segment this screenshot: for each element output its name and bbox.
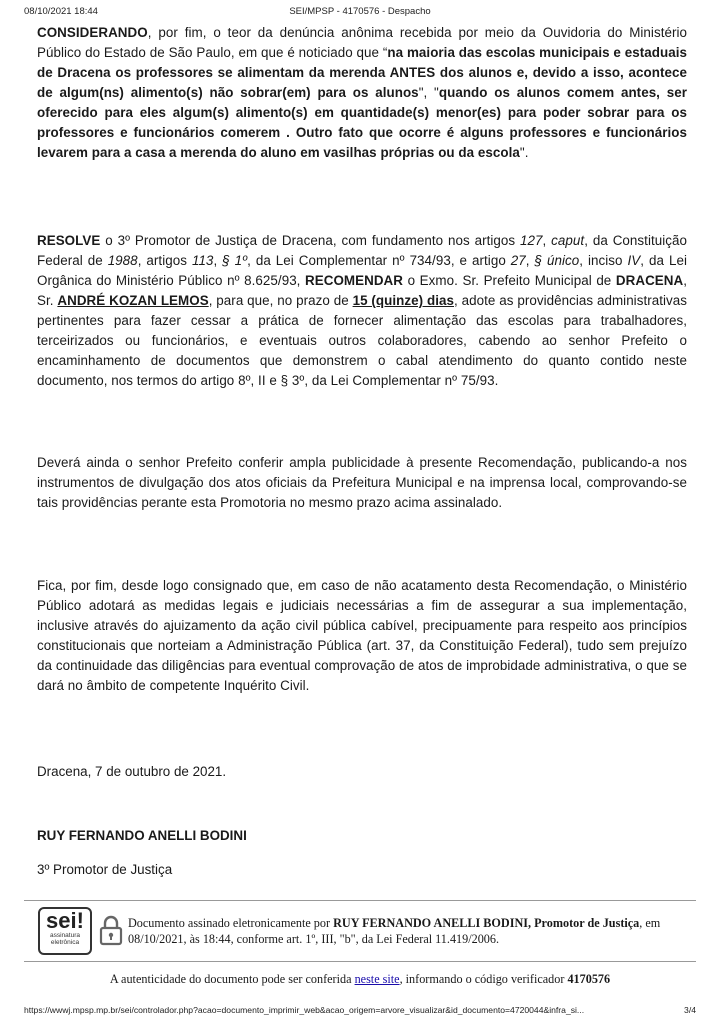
sei-logo-text: sei!: [46, 908, 84, 933]
p2-text: o 3º Promotor de Justiça de Dracena, com fundamento nos artigos: [100, 233, 521, 248]
p2-text: , Sr.: [37, 273, 687, 308]
p2-text: , adote as providências administrativas pertinentes para fazer cessar a prática de fornecer alimentação das escolas para trabalhadores, terceirizados ou funcionários, e eventuais outros colaboradores, cabendo ao senhor Prefeito o encaminhamento de documentos que demonstrem o cabal atendimento do quanto contido neste documento, nos termos do artigo 8º, II e § 3º, da Lei Complementar nº 75/93.: [37, 293, 688, 388]
p2-italic: 127: [520, 233, 543, 248]
paragraph-resolve: [37, 231, 687, 391]
print-header: [24, 6, 696, 20]
mayor-name: ANDRÉ KOZAN LEMOS: [57, 293, 209, 308]
page-number: 3/4: [684, 1005, 696, 1015]
p2-text: , artigos: [137, 253, 192, 268]
p2-italic: 113: [191, 253, 214, 268]
paragraph-consignado: Fica, por fim, desde logo consignado que, em caso de não acatamento desta Recomendação, o Ministério Público adotará as medidas legais e judiciais necessárias a fim de assegurar a sua implementação, inclusive através do ajuizamento da ação civil pública cabível, precipuamente para respeito aos princípios constitucionais que norteiam a Administração Pública (art. 37, da Constituição Federal), tudo sem prejuízo da continuidade das diligências para eventual comprovação de atos de improbidade administrativa, o que se dará no âmbito de competente Inquérito Civil.: [37, 578, 687, 693]
paragraph-publicidade: Deverá ainda o senhor Prefeito conferir ampla publicidade à presente Recomendação, publicando-a nos instrumentos de divulgação dos atos oficiais da Prefeitura Municipal e na imprensa local, comprovando-se tais providências perante esta Promotoria no mesmo prazo acima assinalado.: [37, 455, 687, 510]
sig-text: Documento assinado eletronicamente por: [128, 916, 334, 930]
sei-caption-1: assinatura: [50, 932, 80, 939]
signer-name: RUY FERNANDO ANELLI BODINI: [37, 828, 247, 843]
p2-text: , da Constituição Federal de: [37, 233, 687, 268]
lock-icon: [98, 913, 124, 947]
document-date: Dracena, 7 de outubro de 2021.: [37, 764, 227, 779]
authenticity-note: [0, 972, 720, 987]
p2-italic: caput: [551, 233, 585, 248]
deadline: 15 (quinze) dias: [352, 293, 454, 308]
p2-text: ,: [542, 233, 552, 248]
p2-text: , da Lei Orgânica do Ministério Público nº 8.625/93,: [37, 253, 688, 288]
auth-text: , informando o código verificador: [399, 972, 568, 986]
p2-italic: § 1º: [222, 253, 248, 268]
sig-name: RUY FERNANDO ANELLI BODINI: [333, 916, 529, 930]
p2-italic: 1988: [107, 253, 138, 268]
p1-text-2: ", ": [418, 85, 439, 100]
recomendar-bold: RECOMENDAR: [305, 273, 404, 288]
p2-text: , inciso: [579, 253, 628, 268]
auth-text: A autenticidade do documento pode ser conferida: [109, 972, 355, 986]
p1-text-3: ".: [519, 145, 529, 160]
p1-bold-quote-1: na maioria das escolas municipais e estaduais de Dracena os professores se alimentam da merenda ANTES dos alunos e, devido a isso, acontece de algum(ns) alimento(s) não sobrar(em) para os alunos: [37, 45, 687, 100]
print-doc-title: SEI/MPSP - 4170576 - Despacho: [289, 6, 431, 17]
p2-text: ,: [525, 253, 535, 268]
p2-italic: § único: [534, 253, 580, 268]
verification-code: 4170576: [567, 972, 611, 986]
p1-text-1: , por fim, o teor da denúncia anônima recebida por meio da Ouvidoria do Ministério Público do Estado de São Paulo, em que é noticiado que “: [37, 25, 687, 60]
electronic-signature-box: [24, 900, 696, 962]
sig-text: , em 08/10/2021, às 18:44, conforme art. 1º, III, "b", da Lei Federal 11.419/2006.: [128, 916, 661, 946]
print-url: https://wwwj.mpsp.mp.br/sei/controlador.php?acao=documento_imprimir_web&acao_origem=arvore_visualizar&id_documento=4720044&infra_si...: [24, 1005, 585, 1015]
p2-italic: IV: [627, 253, 641, 268]
p1-bold-quote-2: quando os alunos comem antes, ser oferecido para eles algum(s) alimento(s) em quantidade(s) menor(es) para poder sobrar para os professores e funcionários comerem . Outro fato que ocorre é alguns professores e funcionários levarem para a casa a merenda do aluno em vasilhas próprias ou da escola: [37, 85, 687, 160]
paragraph-considerando: [37, 23, 687, 163]
p2-text: o Exmo. Sr. Prefeito Municipal de: [403, 273, 616, 288]
verify-site-link[interactable]: neste site: [354, 972, 400, 986]
sei-caption-2: eletrônica: [50, 939, 80, 946]
print-datetime: 08/10/2021 18:44: [24, 6, 98, 17]
signature-statement: [128, 915, 688, 947]
resolve-lead: RESOLVE: [37, 233, 101, 248]
p2-text: , para que, no prazo de: [208, 293, 353, 308]
signer-role: 3º Promotor de Justiça: [37, 862, 173, 877]
sig-text: ,: [528, 916, 535, 930]
city-bold: DRACENA: [615, 273, 684, 288]
sig-role: Promotor de Justiça: [534, 916, 640, 930]
sei-seal-logo: [38, 907, 92, 955]
p2-italic: 27: [510, 253, 526, 268]
p2-text: , da Lei Complementar nº 734/93, e artigo: [247, 253, 511, 268]
considerando-lead: CONSIDERANDO: [37, 25, 148, 40]
p2-text: ,: [213, 253, 223, 268]
